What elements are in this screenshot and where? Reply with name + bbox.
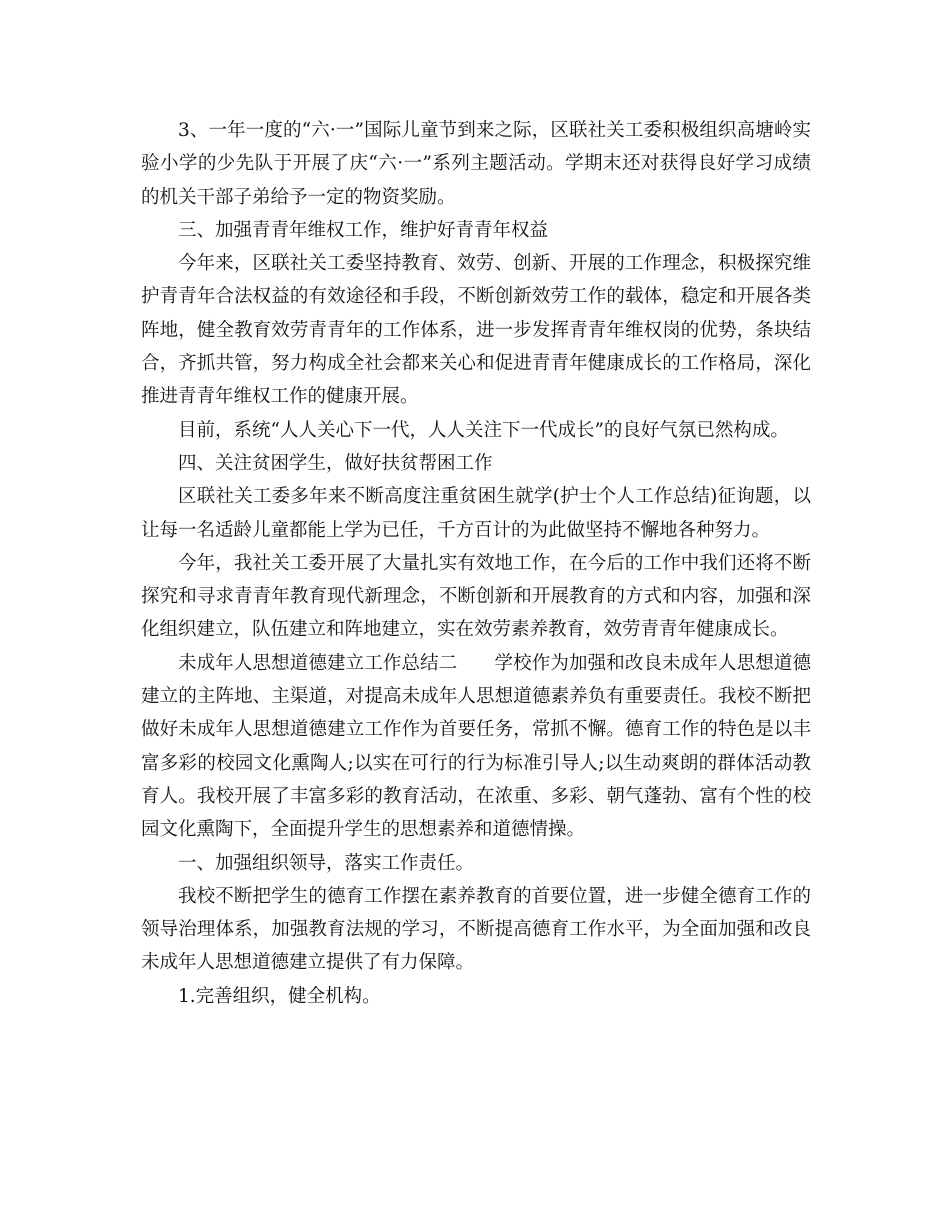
- heading-poverty-aid: 四、关注贫困学生，做好扶贫帮困工作: [178, 452, 493, 474]
- heading-organization: 一、加强组织领导，落实工作责任。: [178, 852, 475, 874]
- paragraph-youth-rights: 今年来，区联社关工委坚持教育、效劳、创新、开展的工作理念，积极探究维护青青年合法权益的有效途径和手段，不断创新效劳工作的载体，稳定和开展各类阵地，健全教育效劳青青年的工作体系，进一步发挥青青年维权岗的优势，条块结合，齐抓共管，努力构成全社会都来关心和促进青青年健康成长的工作格局，深化推进青青年维权工作的健康开展。: [141, 253, 811, 408]
- paragraph-moral-education: 我校不断把学生的德育工作摆在素养教育的首要位置，进一步健全德育工作的领导治理体系，加强教育法规的学习，不断提高德育工作水平，为全面加强和改良未成年人思想道德建立提供了有力保障。: [141, 885, 811, 974]
- paragraph-poverty-aid: 区联社关工委多年来不断高度注重贫困生就学(护士个人工作总结)征询题，以让每一名适龄儿童都能上学为已任，千方百计的为此做坚持不懈地各种努力。: [141, 486, 811, 541]
- heading-youth-rights: 三、加强青青年维权工作，维护好青青年权益: [178, 219, 549, 241]
- heading-improve-organization: 1.完善组织，健全机构。: [178, 985, 381, 1007]
- paragraph-this-year: 今年，我社关工委开展了大量扎实有效地工作，在今后的工作中我们还将不断探究和寻求青青年教育现代新理念，不断创新和开展教育的方式和内容，加强和深化组织建立，队伍建立和阵地建立，实在效劳素养教育，效劳青青年健康成长。: [141, 552, 811, 641]
- paragraph-summary-two: 未成年人思想道德建立工作总结二 学校作为加强和改良未成年人思想道德建立的主阵地、主渠道，对提高未成年人思想道德素养负有重要责任。我校不断把做好未成年人思想道德建立工作作为首要任务，常抓不懈。德育工作的特色是以丰富多彩的校园文化熏陶人;以实在可行的行为标准引导人;以生动爽朗的群体活动教育人。我校开展了丰富多彩的教育活动，在浓重、多彩、朝气蓬勃、富有个性的校园文化熏陶下，全面提升学生的思想素养和道德情操。: [141, 652, 811, 841]
- document-body: [141, 114, 811, 1013]
- paragraph-current-atmosphere: 目前，系统“人人关心下一代，人人关注下一代成长”的良好气氛已然构成。: [178, 419, 789, 441]
- paragraph-children-day: 3、一年一度的“六·一”国际儿童节到来之际，区联社关工委积极组织高塘岭实验小学的少先队于开展了庆“六·一”系列主题活动。学期末还对获得良好学习成绩的机关干部子弟给予一定的物资奖励。: [141, 120, 811, 208]
